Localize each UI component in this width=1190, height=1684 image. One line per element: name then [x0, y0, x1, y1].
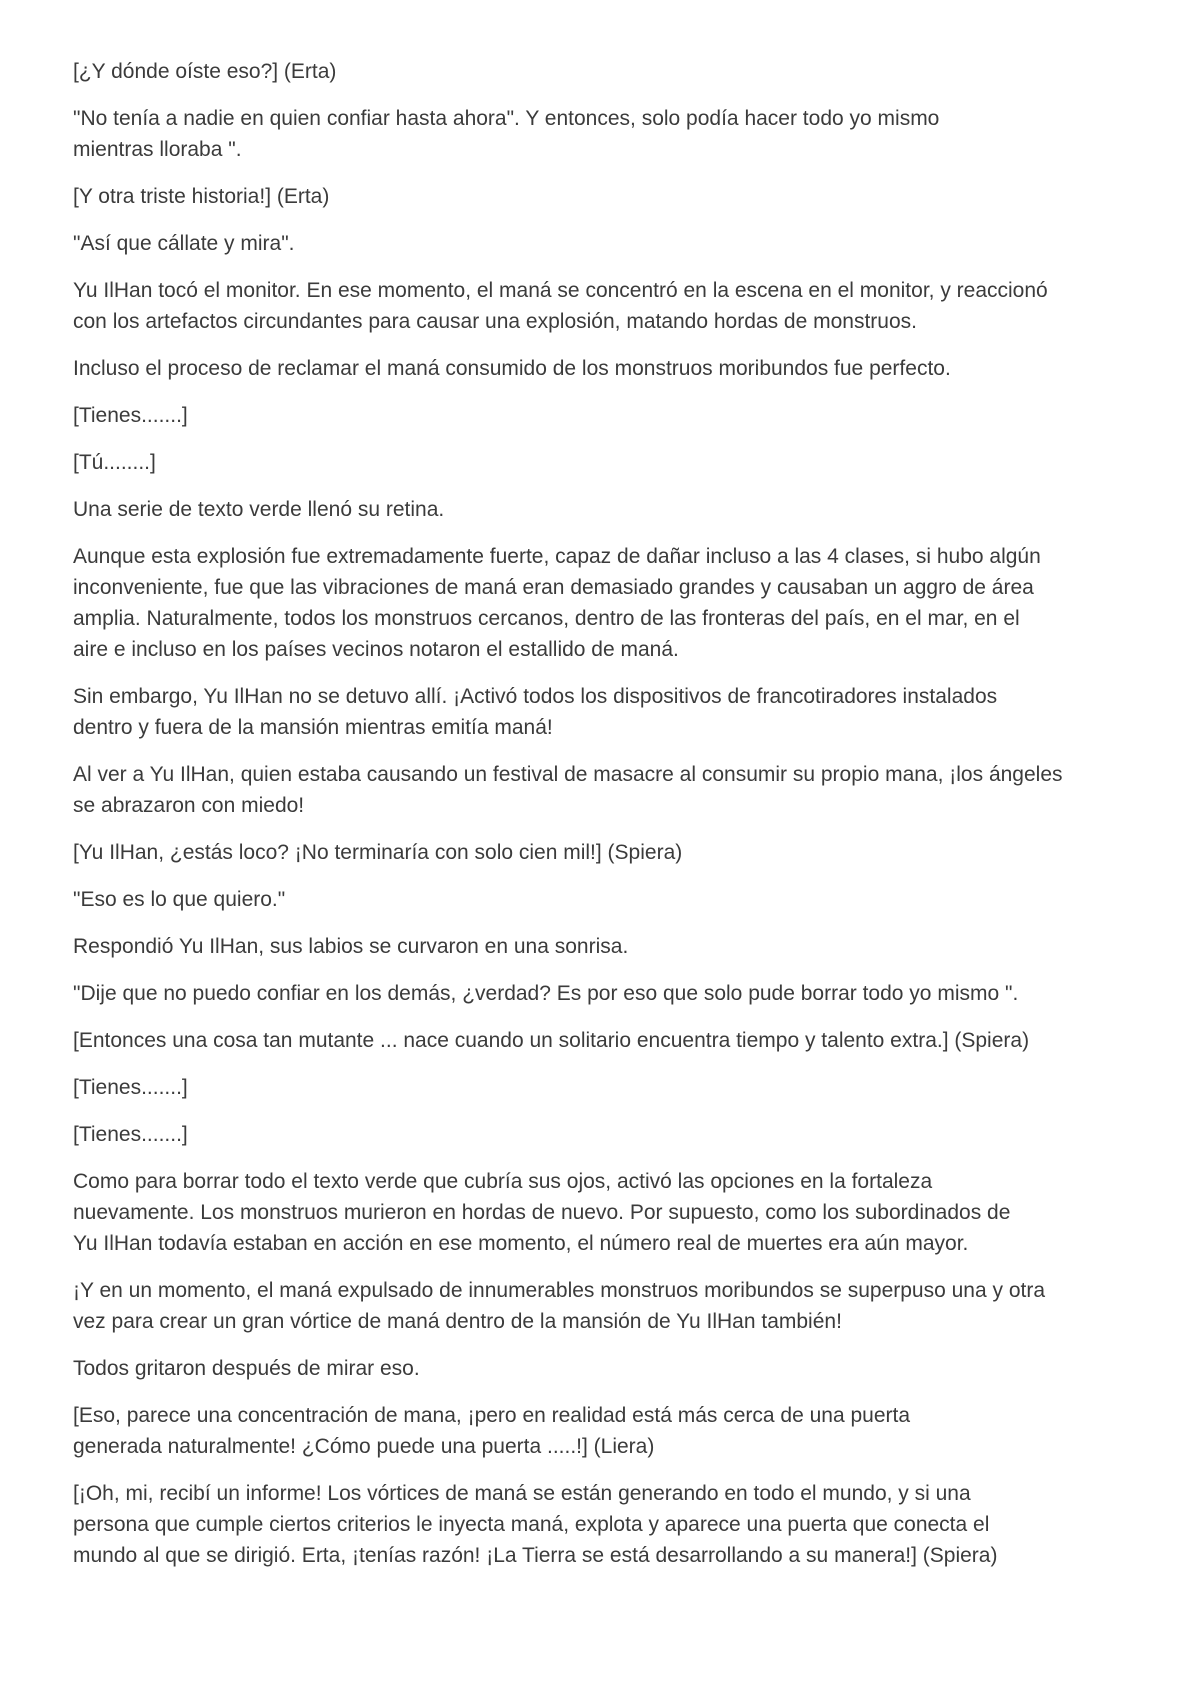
paragraph: [¿Y dónde oíste eso?] (Erta) [73, 60, 337, 83]
paragraph: "Dije que no puedo confiar en los demás, ¿verdad? Es por eso que solo pude borrar todo yo mismo ". [73, 982, 1019, 1005]
paragraph: Yu IlHan tocó el monitor. En ese momento, el maná se concentró en la escena en el monitor, y reaccionó con los artefactos circundantes para causar una explosión, matando hordas de monstruos. [73, 279, 1048, 333]
paragraph: Como para borrar todo el texto verde que cubría sus ojos, activó las opciones en la fortaleza nuevamente. Los monstruos murieron en hordas de nuevo. Por supuesto, como los subordinados de Yu IlHan todavía estaban en acción en ese momento, el número real de muertes era aún mayor. [73, 1170, 1011, 1255]
paragraph: Todos gritaron después de mirar eso. [73, 1357, 420, 1380]
paragraph: [Tienes.......] [73, 404, 188, 427]
paragraph: [¡Oh, mi, recibí un informe! Los vórtices de maná se están generando en todo el mundo, y si una persona que cumple ciertos criterios le inyecta maná, explota y aparece una puerta que conecta el mundo al que se dirigió. Erta, ¡tenías razón! ¡La Tierra se está desarrollando a su manera!] (Spiera) [73, 1482, 998, 1567]
paragraph: [Tienes.......] [73, 1123, 188, 1146]
paragraph: Aunque esta explosión fue extremadamente fuerte, capaz de dañar incluso a las 4 clases, si hubo algún inconveniente, fue que las vibraciones de maná eran demasiado grandes y causaban un aggro de área amplia. Naturalmente, todos los monstruos cercanos, dentro de las fronteras del país, en el mar, en el aire e incluso en los países vecinos notaron el estallido de maná. [73, 545, 1041, 661]
paragraph: [Tienes.......] [73, 1076, 188, 1099]
paragraph: Una serie de texto verde llenó su retina. [73, 498, 445, 521]
paragraph: [Eso, parece una concentración de mana, ¡pero en realidad está más cerca de una puerta generada naturalmente! ¿Cómo puede una puerta .....!] (Liera) [73, 1404, 911, 1458]
paragraph: Al ver a Yu IlHan, quien estaba causando un festival de masacre al consumir su propio mana, ¡los ángeles se abrazaron con miedo! [73, 763, 1063, 817]
paragraph: [Yu IlHan, ¿estás loco? ¡No terminaría con solo cien mil!] (Spiera) [73, 841, 683, 864]
paragraph: "Así que cállate y mira". [73, 232, 295, 255]
paragraph: Respondió Yu IlHan, sus labios se curvaron en una sonrisa. [73, 935, 629, 958]
paragraph: [Entonces una cosa tan mutante ... nace cuando un solitario encuentra tiempo y talento extra.] (Spiera) [73, 1029, 1030, 1052]
paragraph: "Eso es lo que quiero." [73, 888, 286, 911]
paragraph: [Tú........] [73, 451, 156, 474]
paragraph: Sin embargo, Yu IlHan no se detuvo allí. ¡Activó todos los dispositivos de francotiradores instalados dentro y fuera de la mansión mientras emitía maná! [73, 685, 998, 739]
paragraph: Incluso el proceso de reclamar el maná consumido de los monstruos moribundos fue perfecto. [73, 357, 951, 380]
paragraph: [Y otra triste historia!] (Erta) [73, 185, 330, 208]
paragraph: ¡Y en un momento, el maná expulsado de innumerables monstruos moribundos se superpuso una y otra vez para crear un gran vórtice de maná dentro de la mansión de Yu IlHan también! [73, 1279, 1046, 1333]
paragraph: "No tenía a nadie en quien confiar hasta ahora". Y entonces, solo podía hacer todo yo mismo mientras lloraba ". [73, 107, 940, 161]
